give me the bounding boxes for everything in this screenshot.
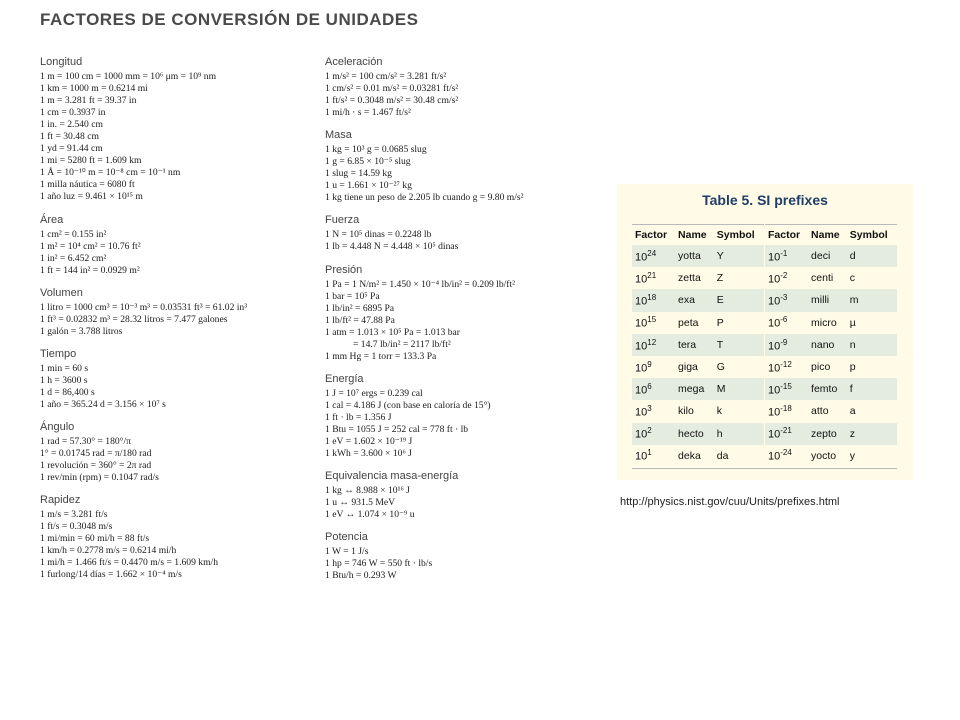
table-row [632, 334, 764, 356]
conversion-line: 1 Pa = 1 N/m² = 1.450 × 10⁻⁴ lb/in² = 0.209 lb/ft² [325, 278, 516, 290]
factor-exponent: 9 [647, 359, 652, 369]
prefix-name-cell: pico [808, 356, 847, 378]
section-heading: Longitud [40, 56, 83, 68]
prefix-name-cell: peta [675, 312, 714, 334]
table-row [765, 378, 897, 400]
factor-cell [765, 267, 808, 289]
factor-exponent: -24 [780, 448, 792, 458]
conversion-line: 1 litro = 1000 cm³ = 10⁻³ m³ = 0.03531 ft³ = 61.02 in³ [40, 301, 248, 313]
section [40, 56, 310, 204]
prefix-name-cell: femto [808, 378, 847, 400]
factor-exponent: -3 [780, 293, 788, 303]
header-factor: Factor [765, 224, 808, 245]
conversion-line: 1 m = 3.281 ft = 39.37 in [40, 95, 137, 107]
section-heading: Rapidez [40, 494, 81, 507]
header-symbol: Symbol [847, 224, 897, 245]
factor-exponent: 18 [647, 293, 657, 303]
conversion-line: 1 km/h = 0.2778 m/s = 0.6214 mi/h [40, 545, 177, 557]
conversion-line: 1 kg tiene un peso de 2.205 lb cuando g = 9.80 m/s² [325, 192, 524, 204]
table-row [765, 334, 897, 356]
table-row [765, 423, 897, 445]
prefix-symbol-cell: Z [714, 267, 764, 289]
conversion-line: 1 g = 6.85 × 10⁻⁵ slug [325, 156, 411, 168]
prefix-symbol-cell: c [847, 267, 897, 289]
factor-cell [632, 378, 675, 400]
conversion-line: 1 yd = 91.44 cm [40, 143, 103, 155]
section [325, 470, 600, 521]
conversion-line: 1 lb/in² = 6895 Pa [325, 302, 395, 314]
conversion-line: 1 año luz = 9.461 × 10¹⁵ m [40, 191, 143, 203]
prefix-symbol-cell: z [847, 423, 897, 445]
conversion-line: 1 eV = 1.602 × 10⁻¹⁹ J [325, 436, 413, 448]
table-row [765, 245, 897, 267]
factor-base: 10 [768, 317, 781, 330]
conversion-line: 1 d = 86,400 s [40, 386, 95, 398]
factor-exponent: 24 [647, 248, 657, 258]
factor-base: 10 [768, 295, 781, 308]
factor-exponent: 21 [647, 270, 657, 280]
conversion-line: 1 lb/ft² = 47.88 Pa [325, 314, 395, 326]
prefix-name-cell: micro [808, 312, 847, 334]
factor-base: 10 [768, 428, 781, 441]
conversion-line: 1 m² = 10⁴ cm² = 10.76 ft² [40, 240, 141, 252]
table-row [765, 267, 897, 289]
section [325, 214, 600, 253]
prefix-symbol-cell: Y [714, 245, 764, 267]
section [40, 494, 310, 581]
conversion-line: = 14.7 lb/in² = 2117 lb/ft² [353, 338, 451, 350]
prefix-symbol-cell: f [847, 378, 897, 400]
table-row [632, 289, 764, 311]
conversion-line: 1 min = 60 s [40, 362, 89, 374]
si-table-positive [632, 224, 764, 467]
factor-cell [632, 267, 675, 289]
factor-cell [765, 245, 808, 267]
prefix-name-cell: yocto [808, 445, 847, 467]
factor-exponent: -6 [780, 315, 788, 325]
table-row [632, 378, 764, 400]
conversion-line: 1 ft = 30.48 cm [40, 131, 99, 143]
prefix-name-cell: centi [808, 267, 847, 289]
prefix-symbol-cell: a [847, 400, 897, 422]
table-row [632, 245, 764, 267]
factor-base: 10 [635, 317, 648, 330]
conversion-line: 1 mi/h · s = 1.467 ft/s² [325, 107, 411, 119]
factor-cell [632, 445, 675, 467]
conversion-line: 1 N = 10⁵ dinas = 0.2248 lb [325, 229, 432, 241]
conversion-line: 1 atm = 1.013 × 10⁵ Pa = 1.013 bar [325, 326, 460, 338]
middle-column [325, 56, 600, 592]
section-heading: Fuerza [325, 214, 360, 227]
prefix-name-cell: nano [808, 334, 847, 356]
conversion-line: 1 ft = 144 in² = 0.0929 m² [40, 264, 140, 276]
factor-exponent: -15 [780, 381, 792, 391]
conversion-line: 1 kg = 10³ g = 0.0685 slug [325, 144, 427, 156]
conversion-line: 1 in. = 2.540 cm [40, 119, 103, 131]
conversion-line: 1 in² = 6.452 cm² [40, 252, 107, 264]
prefix-name-cell: giga [675, 356, 714, 378]
conversion-line: 1 kg ↔ 8.988 × 10¹⁶ J [325, 485, 410, 497]
prefix-name-cell: atto [808, 400, 847, 422]
prefix-symbol-cell: P [714, 312, 764, 334]
conversion-line: 1 Btu/h = 0.293 W [325, 570, 397, 582]
conversion-line: 1° = 0.01745 rad = π/180 rad [40, 448, 152, 460]
conversion-line: 1 h = 3600 s [40, 374, 88, 386]
factor-cell [765, 445, 808, 467]
page-title: FACTORES DE CONVERSIÓN DE UNIDADES [40, 10, 419, 29]
section-heading: Tiempo [40, 347, 77, 360]
section-heading: Potencia [325, 531, 368, 544]
header-factor: Factor [632, 224, 675, 245]
conversion-line: 1 furlong/14 días = 1.662 × 10⁻⁴ m/s [40, 569, 182, 581]
section-heading: Ángulo [40, 421, 75, 434]
factor-cell [632, 245, 675, 267]
factor-cell [765, 289, 808, 311]
factor-cell [765, 423, 808, 445]
factor-base: 10 [768, 451, 781, 464]
section [40, 348, 310, 411]
prefix-name-cell: hecto [675, 423, 714, 445]
prefix-symbol-cell: E [714, 289, 764, 311]
factor-cell [632, 334, 675, 356]
conversion-line: 1 eV ↔ 1.074 × 10⁻⁹ u [325, 509, 415, 521]
conversion-line: 1 slug = 14.59 kg [325, 168, 392, 180]
factor-cell [765, 378, 808, 400]
factor-cell [765, 356, 808, 378]
table-row [765, 312, 897, 334]
prefix-symbol-cell: n [847, 334, 897, 356]
prefix-symbol-cell: d [847, 245, 897, 267]
factor-base: 10 [768, 384, 781, 397]
factor-exponent: -18 [780, 404, 792, 414]
factor-base: 10 [768, 340, 781, 353]
section-heading: Presión [325, 263, 363, 276]
table-bottom-rule [632, 468, 897, 469]
prefix-name-cell: kilo [675, 400, 714, 422]
factor-base: 10 [635, 384, 648, 397]
section-heading: Equivalencia masa-energía [325, 470, 459, 483]
header-name: Name [808, 224, 847, 245]
prefix-symbol-cell: m [847, 289, 897, 311]
table-row [632, 356, 764, 378]
conversion-line: 1 galón = 3.788 litros [40, 325, 123, 337]
conversion-line: 1 ft · lb = 1.356 J [325, 411, 392, 423]
section [325, 264, 600, 363]
si-table-title: Table 5. SI prefixes [702, 192, 828, 208]
conversion-line: 1 bar = 10⁵ Pa [325, 290, 380, 302]
conversion-line: 1 u ↔ 931.5 MeV [325, 497, 396, 509]
factor-base: 10 [635, 295, 648, 308]
prefix-symbol-cell: M [714, 378, 764, 400]
section-heading: Aceleración [325, 56, 383, 68]
header-symbol: Symbol [714, 224, 764, 245]
conversion-line: 1 mi/h = 1.466 ft/s = 0.4470 m/s = 1.609 km/h [40, 557, 218, 569]
prefix-symbol-cell: T [714, 334, 764, 356]
factor-cell [632, 289, 675, 311]
factor-exponent: 12 [647, 337, 657, 347]
si-table-negative [765, 224, 897, 467]
factor-base: 10 [635, 273, 648, 286]
factor-exponent: 2 [647, 426, 652, 436]
factor-cell [765, 312, 808, 334]
conversion-line: 1 rad = 57.30° = 180°/π [40, 436, 132, 448]
factor-cell [765, 334, 808, 356]
section-heading: Volumen [40, 286, 83, 299]
factor-base: 10 [768, 273, 781, 286]
factor-cell [632, 312, 675, 334]
conversion-line: 1 km = 1000 m = 0.6214 mi [40, 83, 148, 95]
factor-base: 10 [768, 362, 781, 375]
si-prefixes-table-panel [617, 184, 913, 480]
factor-exponent: 1 [647, 448, 652, 458]
section [325, 56, 600, 119]
table-row [765, 400, 897, 422]
factor-exponent: -1 [780, 248, 788, 258]
factor-cell [632, 356, 675, 378]
prefix-name-cell: zepto [808, 423, 847, 445]
factor-exponent: 3 [647, 404, 652, 414]
conversion-line: 1 Å = 10⁻¹⁰ m = 10⁻⁸ cm = 10⁻¹ nm [40, 167, 181, 179]
prefix-symbol-cell: G [714, 356, 764, 378]
conversion-line: 1 m/s = 3.281 ft/s [40, 509, 108, 521]
prefix-symbol-cell: k [714, 400, 764, 422]
prefix-symbol-cell: h [714, 423, 764, 445]
factor-base: 10 [768, 251, 781, 264]
factor-base: 10 [635, 362, 648, 375]
prefix-symbol-cell: p [847, 356, 897, 378]
factor-cell [632, 423, 675, 445]
conversion-line: 1 año = 365.24 d = 3.156 × 10⁷ s [40, 398, 166, 410]
conversion-line: 1 rev/min (rpm) = 0.1047 rad/s [40, 472, 159, 484]
factor-base: 10 [635, 406, 648, 419]
section [325, 531, 600, 582]
section [40, 214, 310, 277]
section [325, 129, 600, 204]
conversion-line: 1 mi/min = 60 mi/h = 88 ft/s [40, 533, 150, 545]
table-row [765, 289, 897, 311]
prefix-name-cell: yotta [675, 245, 714, 267]
factor-base: 10 [635, 428, 648, 441]
conversion-line: 1 J = 10⁷ ergs = 0.239 cal [325, 387, 423, 399]
conversion-line: 1 hp = 746 W = 550 ft · lb/s [325, 558, 433, 570]
prefix-symbol-cell: y [847, 445, 897, 467]
conversion-line: 1 cm² = 0.155 in² [40, 228, 107, 240]
factor-exponent: -9 [780, 337, 788, 347]
factor-exponent: -12 [780, 359, 792, 369]
conversion-line: 1 milla náutica = 6080 ft [40, 179, 135, 191]
conversion-line: 1 m/s² = 100 cm/s² = 3.281 ft/s² [325, 71, 447, 82]
factor-exponent: 15 [647, 315, 657, 325]
section [40, 287, 310, 338]
conversion-line: 1 cal = 4.186 J (con base en caloría de 15°) [325, 399, 491, 411]
table-row [632, 445, 764, 467]
prefix-name-cell: tera [675, 334, 714, 356]
conversion-line: 1 Btu = 1055 J = 252 cal = 778 ft · lb [325, 423, 469, 435]
prefix-name-cell: deka [675, 445, 714, 467]
header-name: Name [675, 224, 714, 245]
section [325, 373, 600, 460]
factor-base: 10 [635, 451, 648, 464]
table-row [765, 445, 897, 467]
conversion-line: 1 u = 1.661 × 10⁻²⁷ kg [325, 180, 412, 192]
prefix-name-cell: deci [808, 245, 847, 267]
conversion-line: 1 cm/s² = 0.01 m/s² = 0.03281 ft/s² [325, 83, 459, 95]
section-heading: Área [40, 213, 64, 226]
table-row [632, 312, 764, 334]
conversion-line: 1 ft³ = 0.02832 m³ = 28.32 litros = 7.477 galones [40, 313, 228, 325]
table-row [632, 400, 764, 422]
factor-exponent: 6 [647, 381, 652, 391]
conversion-line: 1 m = 100 cm = 1000 mm = 10⁶ μm = 10⁹ nm [40, 71, 217, 82]
table-row [632, 267, 764, 289]
section-heading: Energía [325, 372, 364, 385]
conversion-line: 1 kWh = 3.600 × 10⁶ J [325, 448, 412, 460]
conversion-line: 1 lb = 4.448 N = 4.448 × 10⁵ dinas [325, 241, 459, 253]
prefix-symbol-cell: da [714, 445, 764, 467]
factor-exponent: -2 [780, 270, 788, 280]
conversion-line: 1 cm = 0.3937 in [40, 107, 106, 119]
conversion-line: 1 ft/s² = 0.3048 m/s² = 30.48 cm/s² [325, 95, 459, 107]
table-row [632, 423, 764, 445]
conversion-line: 1 ft/s = 0.3048 m/s [40, 521, 113, 533]
prefix-symbol-cell: µ [847, 312, 897, 334]
factor-cell [765, 400, 808, 422]
factor-base: 10 [635, 340, 648, 353]
conversion-line: 1 mi = 5280 ft = 1.609 km [40, 155, 142, 167]
section [40, 421, 310, 484]
prefix-name-cell: zetta [675, 267, 714, 289]
prefix-name-cell: mega [675, 378, 714, 400]
section-heading: Masa [325, 129, 352, 142]
prefix-name-cell: milli [808, 289, 847, 311]
factor-base: 10 [768, 406, 781, 419]
left-column [40, 56, 310, 592]
factor-exponent: -21 [780, 426, 792, 436]
conversion-line: 1 revolución = 360° = 2π rad [40, 460, 152, 472]
source-url: http://physics.nist.gov/cuu/Units/prefixes.html [620, 496, 840, 508]
factor-base: 10 [635, 251, 648, 264]
table-row [765, 356, 897, 378]
factor-cell [632, 400, 675, 422]
prefix-name-cell: exa [675, 289, 714, 311]
conversion-line: 1 W = 1 J/s [325, 546, 369, 558]
conversion-line: 1 mm Hg = 1 torr = 133.3 Pa [325, 350, 437, 362]
